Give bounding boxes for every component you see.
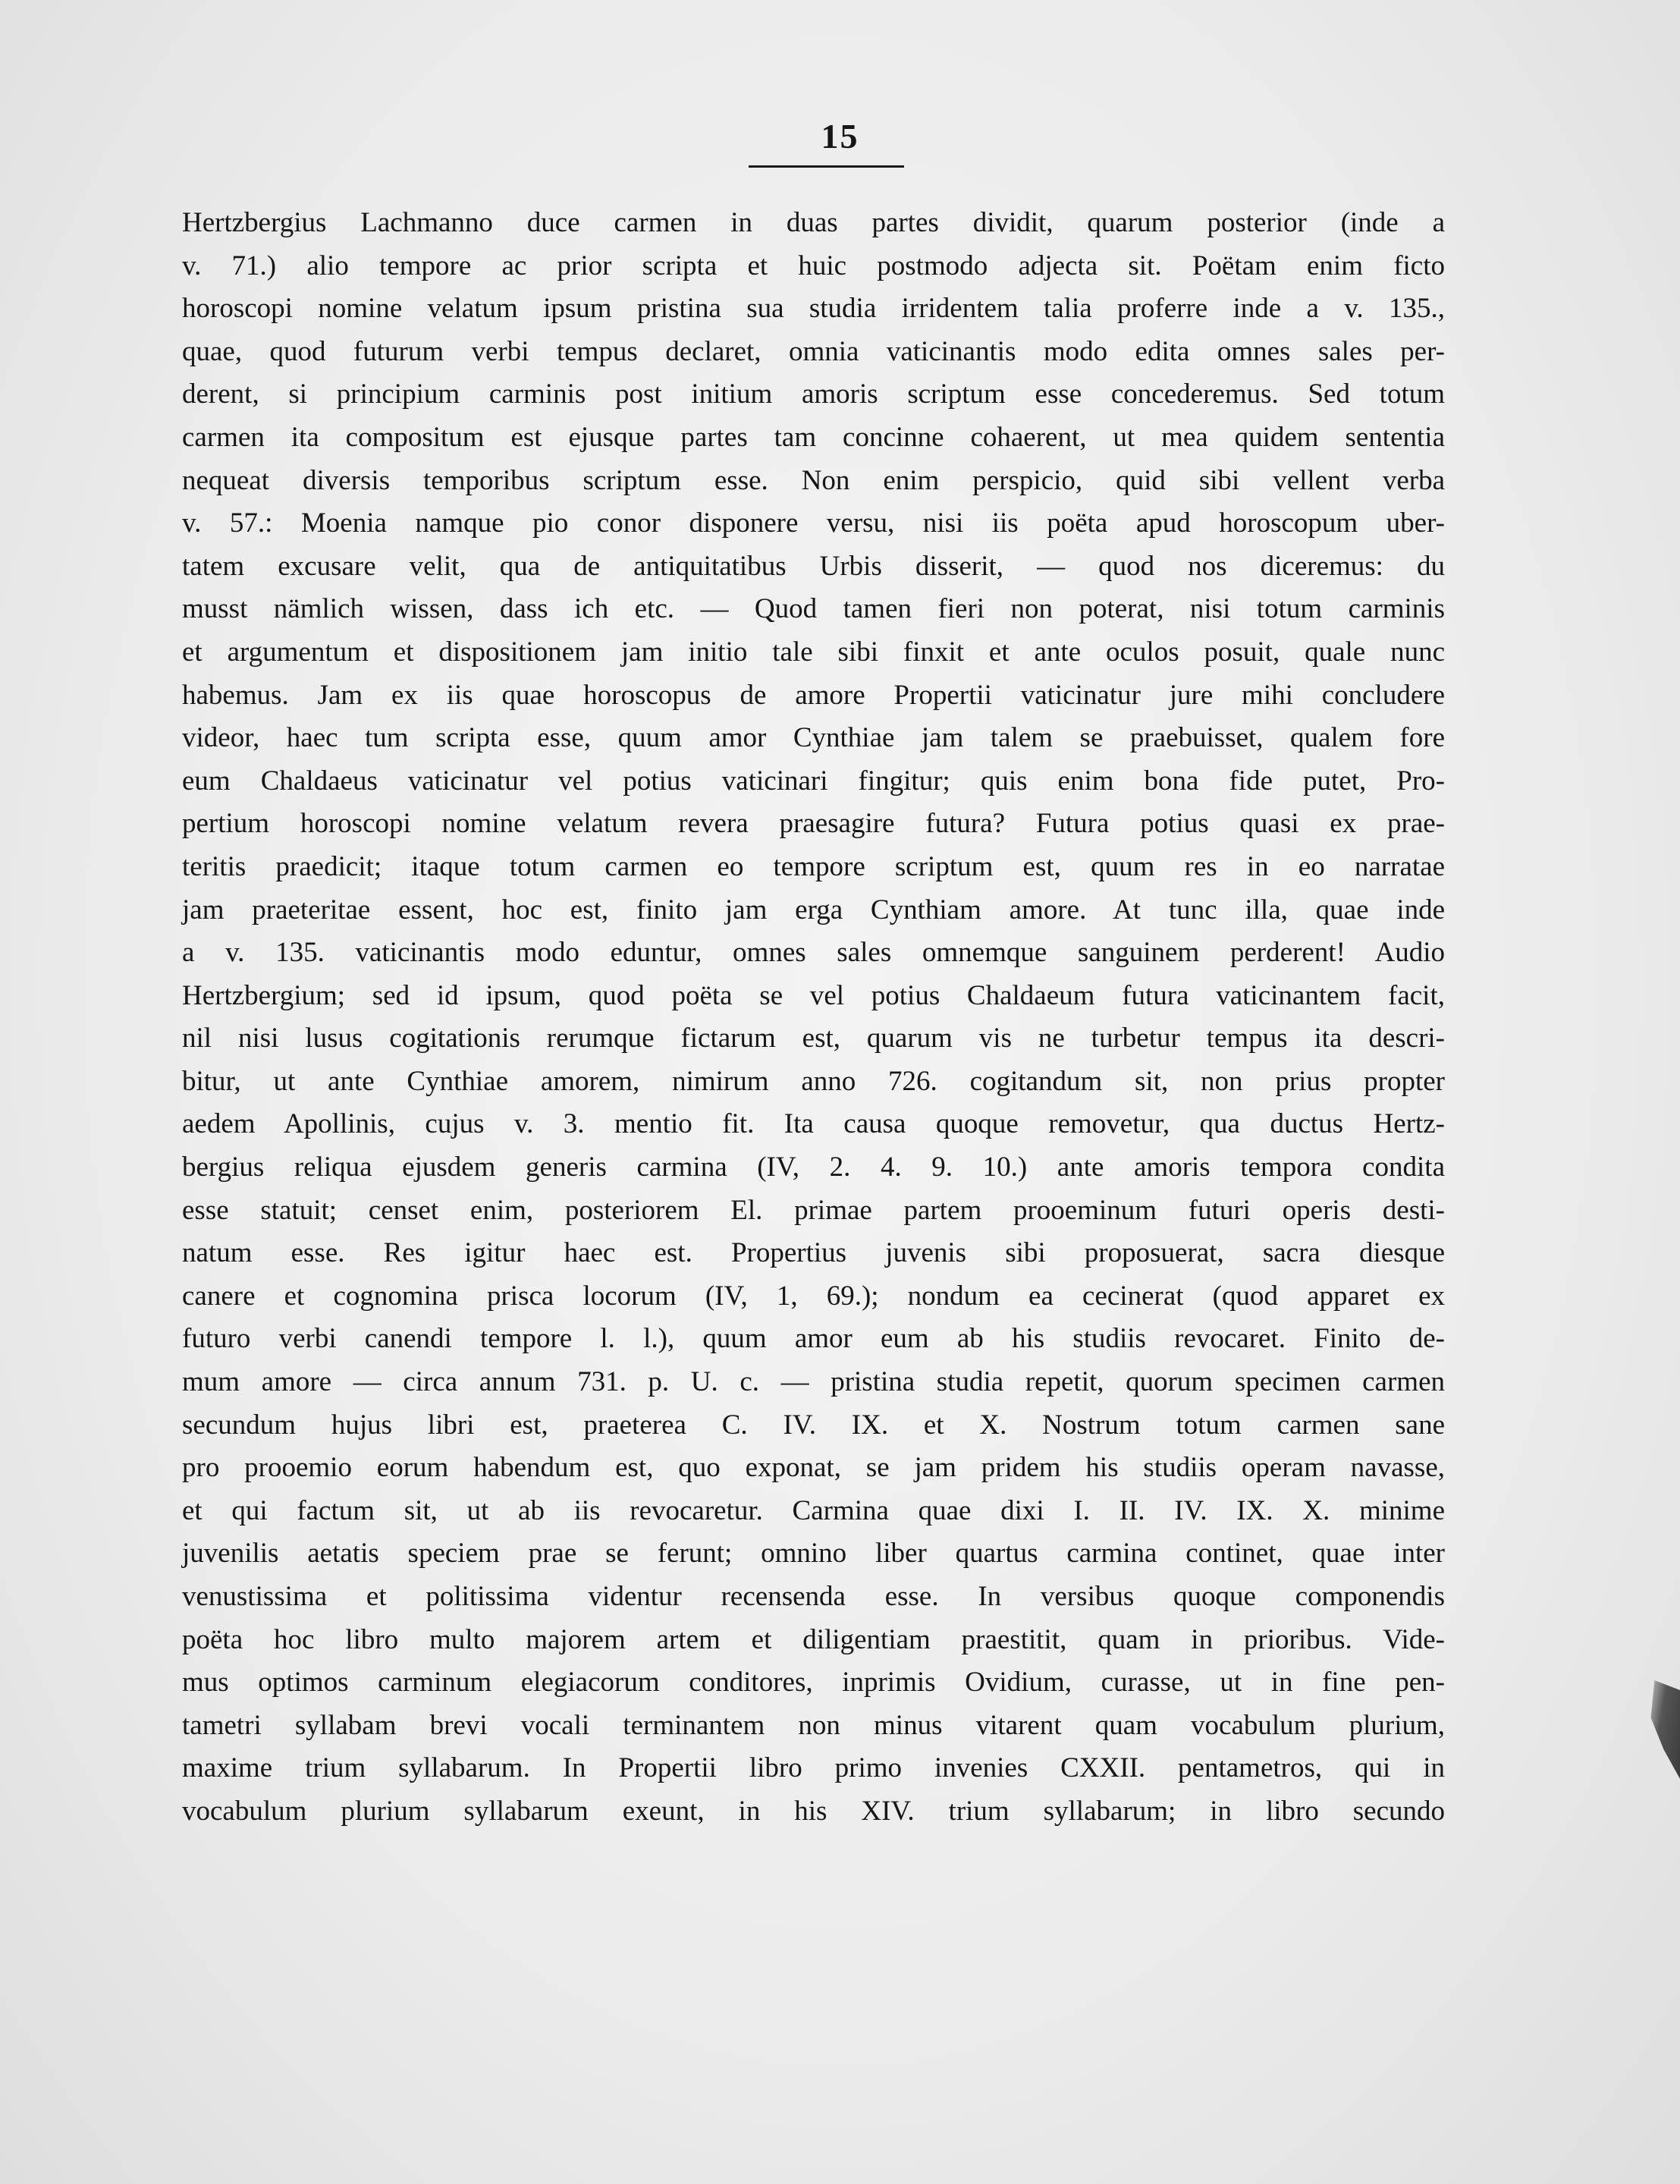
text-line: videor, haec tum scripta esse, quum amor Cynthiae jam talem se praebuisset, qualem fore (182, 722, 1445, 754)
text-line: carmen ita compositum est ejusque partes tam concinne cohaerent, ut mea quidem sententia (182, 421, 1445, 453)
text-line: pro prooemio eorum habendum est, quo exponat, se jam pridem his studiis operam navasse, (182, 1452, 1445, 1484)
text-line: secundum hujus libri est, praeterea C. IV. IX. et X. Nostrum totum carmen sane (182, 1409, 1445, 1441)
text-line: v. 57.: Moenia namque pio conor disponere versu, nisi iis poëta apud horoscopum uber- (182, 508, 1445, 539)
text-line: tametri syllabam brevi vocali terminantem non minus vitarent quam vocabulum plurium, (182, 1709, 1445, 1741)
page-number-rule (749, 165, 904, 168)
text-line: nequeat diversis temporibus scriptum esse. Non enim perspicio, quid sibi vellent verba (182, 464, 1445, 496)
text-line: vocabulum plurium syllabarum exeunt, in his XIV. trium syllabarum; in libro secundo (182, 1795, 1445, 1827)
text-line: Hertzbergium; sed id ipsum, quod poëta se vel potius Chaldaeum futura vaticinantem facit, (182, 979, 1445, 1011)
text-line: a v. 135. vaticinantis modo eduntur, omnes sales omnemque sanguinem perderent! Audio (182, 937, 1445, 969)
text-line: jam praeteritae essent, hoc est, finito jam erga Cynthiam amore. At tunc illa, quae inde (182, 894, 1445, 925)
text-line: juvenilis aetatis speciem prae se ferunt; omnino liber quartus carmina continet, quae inter (182, 1538, 1445, 1570)
body-text (182, 202, 1445, 1834)
text-line: mus optimos carminum elegiacorum conditores, inprimis Ovidium, curasse, ut in fine pen- (182, 1667, 1445, 1698)
text-line: esse statuit; censet enim, posteriorem El. primae partem prooeminum futuri operis desti- (182, 1194, 1445, 1226)
text-line: mum amore — circa annum 731. p. U. c. — pristina studia repetit, quorum specimen carmen (182, 1366, 1445, 1398)
text-line: eum Chaldaeus vaticinatur vel potius vaticinari fingitur; quis enim bona fide putet, Pro- (182, 765, 1445, 797)
text-line: et qui factum sit, ut ab iis revocaretur. Carmina quae dixi I. II. IV. IX. X. minime (182, 1494, 1445, 1526)
text-line: quae, quod futurum verbi tempus declaret, omnia vaticinantis modo edita omnes sales per- (182, 335, 1445, 367)
text-line: futuro verbi canendi tempore l. l.), quum amor eum ab his studiis revocaret. Finito de- (182, 1323, 1445, 1355)
text-line: natum esse. Res igitur haec est. Propertius juvenis sibi proposuerat, sacra diesque (182, 1237, 1445, 1269)
text-line: tatem excusare velit, qua de antiquitatibus Urbis disserit, — quod nos diceremus: du (182, 550, 1445, 582)
text-line: et argumentum et dispositionem jam initio tale sibi finxit et ante oculos posuit, quale nunc (182, 636, 1445, 668)
text-line: habemus. Jam ex iis quae horoscopus de amore Propertii vaticinatur jure mihi concludere (182, 679, 1445, 711)
text-line: pertium horoscopi nomine velatum revera praesagire futura? Futura potius quasi ex prae- (182, 808, 1445, 840)
text-line: venustissima et politissima videntur recensenda esse. In versibus quoque componendis (182, 1581, 1445, 1612)
text-line: bergius reliqua ejusdem generis carmina (IV, 2. 4. 9. 10.) ante amoris tempora condita (182, 1152, 1445, 1183)
text-line: musst nämlich wissen, dass ich etc. — Quod tamen fieri non poterat, nisi totum carminis (182, 593, 1445, 625)
text-line: teritis praedicit; itaque totum carmen eo tempore scriptum est, quum res in eo narratae (182, 850, 1445, 882)
text-line: Hertzbergius Lachmanno duce carmen in duas partes dividit, quarum posterior (inde a (182, 207, 1445, 238)
page-number: 15 (821, 117, 859, 156)
text-line: derent, si principium carminis post initium amoris scriptum esse concederemus. Sed totum (182, 379, 1445, 410)
text-line: v. 71.) alio tempore ac prior scripta et huic postmodo adjecta sit. Poëtam enim ficto (182, 250, 1445, 281)
text-line: nil nisi lusus cogitationis rerumque fictarum est, quarum vis ne turbetur tempus ita descri- (182, 1023, 1445, 1054)
text-line: aedem Apollinis, cujus v. 3. mentio fit. Ita causa quoque removetur, qua ductus Hertz- (182, 1108, 1445, 1140)
text-line: canere et cognomina prisca locorum (IV, 1, 69.); nondum ea cecinerat (quod apparet ex (182, 1280, 1445, 1312)
text-line: poëta hoc libro multo majorem artem et diligentiam praestitit, quam in prioribus. Vide- (182, 1623, 1445, 1655)
text-line: maxime trium syllabarum. In Propertii libro primo invenies CXXII. pentametros, qui in (182, 1752, 1445, 1784)
scan-artifact (1644, 1680, 1680, 1779)
text-line: horoscopi nomine velatum ipsum pristina sua studia irridentem talia proferre inde a v. 135., (182, 293, 1445, 325)
text-line: bitur, ut ante Cynthiae amorem, nimirum anno 726. cogitandum sit, non prius propter (182, 1065, 1445, 1097)
